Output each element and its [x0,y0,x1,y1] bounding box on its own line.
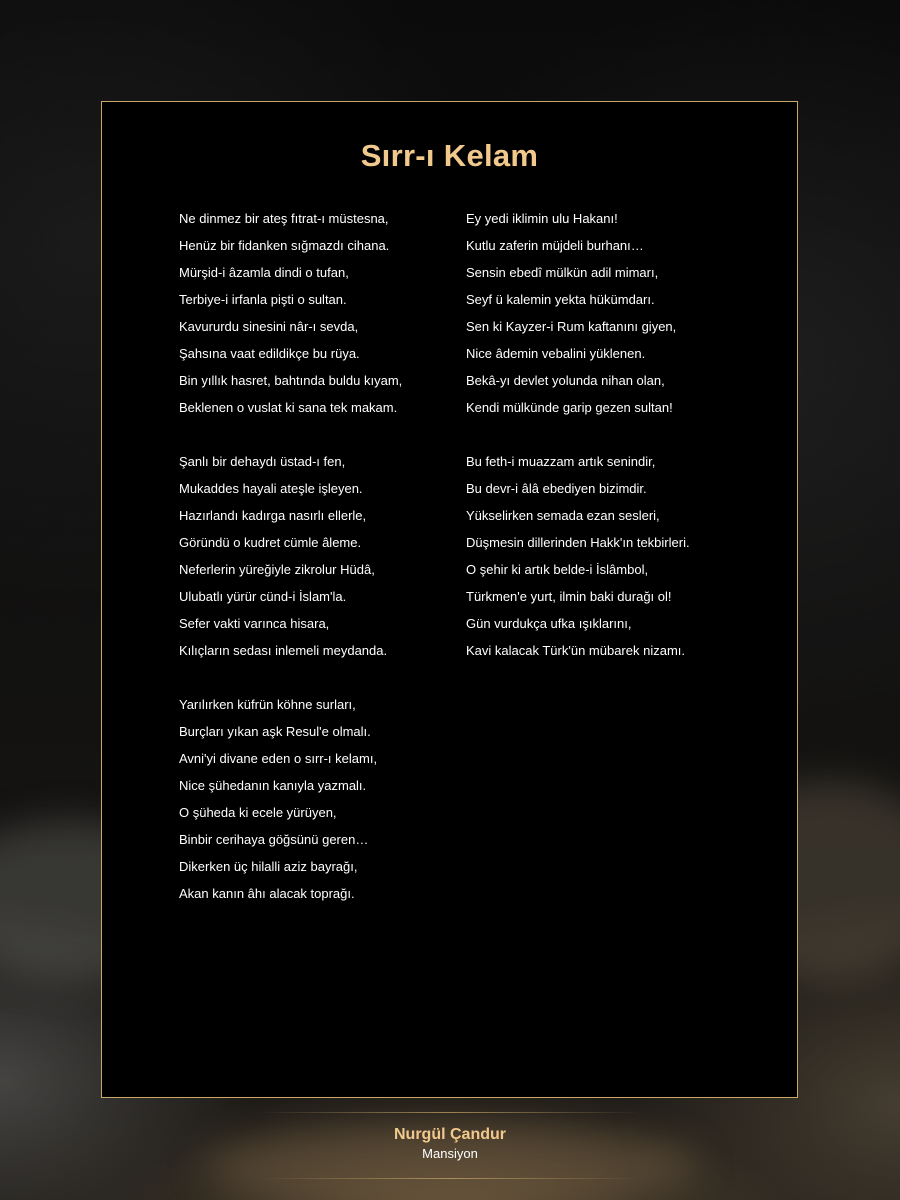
poem-line: Göründü o kudret cümle âleme. [179,535,362,550]
award-label: Mansiyon [422,1146,478,1161]
poem-line: Burçları yıkan aşk Resul'e olmalı. [179,724,371,739]
stanza [179,691,449,907]
poem-line: Kılıçların sedası inlemeli meydanda. [179,643,388,658]
poem-line: Kavi kalacak Türk'ün mübarek nizamı. [466,643,686,658]
poem-line: Yükselirken semada ezan sesleri, [466,508,660,523]
poem-line: Binbir cerihaya göğsünü geren… [179,832,369,847]
poem-line: Akan kanın âhı alacak toprağı. [179,886,355,901]
poem-line: Sensin ebedî mülkün adil mimarı, [466,265,659,280]
poem-column-right [466,205,766,691]
poem-line: Bekâ-yı devlet yolunda nihan olan, [466,373,665,388]
poem-line: Henüz bir fidanken sığmazdı cihana. [179,238,390,253]
poem-line: Sefer vakti varınca hisara, [179,616,330,631]
poem-line: Avni'yi divane eden o sırr-ı kelamı, [179,751,378,766]
poem-line: Ne dinmez bir ateş fıtrat-ı müstesna, [179,211,389,226]
poem-line: Kendi mülkünde garip gezen sultan! [466,400,673,415]
poem-line: Ulubatlı yürür cünd-i İslam'la. [179,589,347,604]
poem-line: Ey yedi iklimin ulu Hakanı! [466,211,618,226]
poem-frame [101,101,798,1098]
footer-divider-bottom [260,1178,640,1179]
poem-line: Nice âdemin vebalini yüklenen. [466,346,646,361]
poem-line: Gün vurdukça ufka ışıklarını, [466,616,632,631]
poem-line: Sen ki Kayzer-i Rum kaftanını giyen, [466,319,677,334]
footer [0,1124,900,1162]
poem-line: Neferlerin yüreğiyle zikrolur Hüdâ, [179,562,375,577]
stanza [466,448,766,664]
poem-line: Bin yıllık hasret, bahtında buldu kıyam, [179,373,403,388]
poem-line: Şahsına vaat edildikçe bu rüya. [179,346,360,361]
poem-line: Kavururdu sinesini nâr-ı sevda, [179,319,359,334]
poem-line: Terbiye-i irfanla pişti o sultan. [179,292,347,307]
stanza [466,205,766,421]
poem-line: O şehir ki artık belde-i İslâmbol, [466,562,649,577]
poem-line: Nice şühedanın kanıyla yazmalı. [179,778,367,793]
poem-column-left [179,205,449,934]
poem-title: Sırr-ı Kelam [360,138,539,173]
author-name: Nurgül Çandur [394,1126,506,1143]
poem-line: Şanlı bir dehaydı üstad-ı fen, [179,454,346,469]
stanza [179,205,449,421]
poem-line: Dikerken üç hilalli aziz bayrağı, [179,859,358,874]
poem-line: Bu feth-i muazzam artık senindir, [466,454,656,469]
poem-line: Düşmesin dillerinden Hakk'ın tekbirleri. [466,535,690,550]
poem-line: O şüheda ki ecele yürüyen, [179,805,337,820]
poem-line: Mukaddes hayali ateşle işleyen. [179,481,363,496]
poem-line: Kutlu zaferin müjdeli burhanı… [466,238,644,253]
poem-line: Türkmen'e yurt, ilmin baki durağı ol! [466,589,672,604]
poem-line: Bu devr-i âlâ ebediyen bizimdir. [466,481,647,496]
poem-line: Beklenen o vuslat ki sana tek makam. [179,400,398,415]
poem-line: Seyf ü kalemin yekta hükümdarı. [466,292,655,307]
poem-line: Yarılırken küfrün köhne surları, [179,697,356,712]
poem-line: Mürşid-i âzamla dindi o tufan, [179,265,349,280]
poem-line: Hazırlandı kadırga nasırlı ellerle, [179,508,367,523]
stanza [179,448,449,664]
footer-divider-top [260,1112,640,1113]
